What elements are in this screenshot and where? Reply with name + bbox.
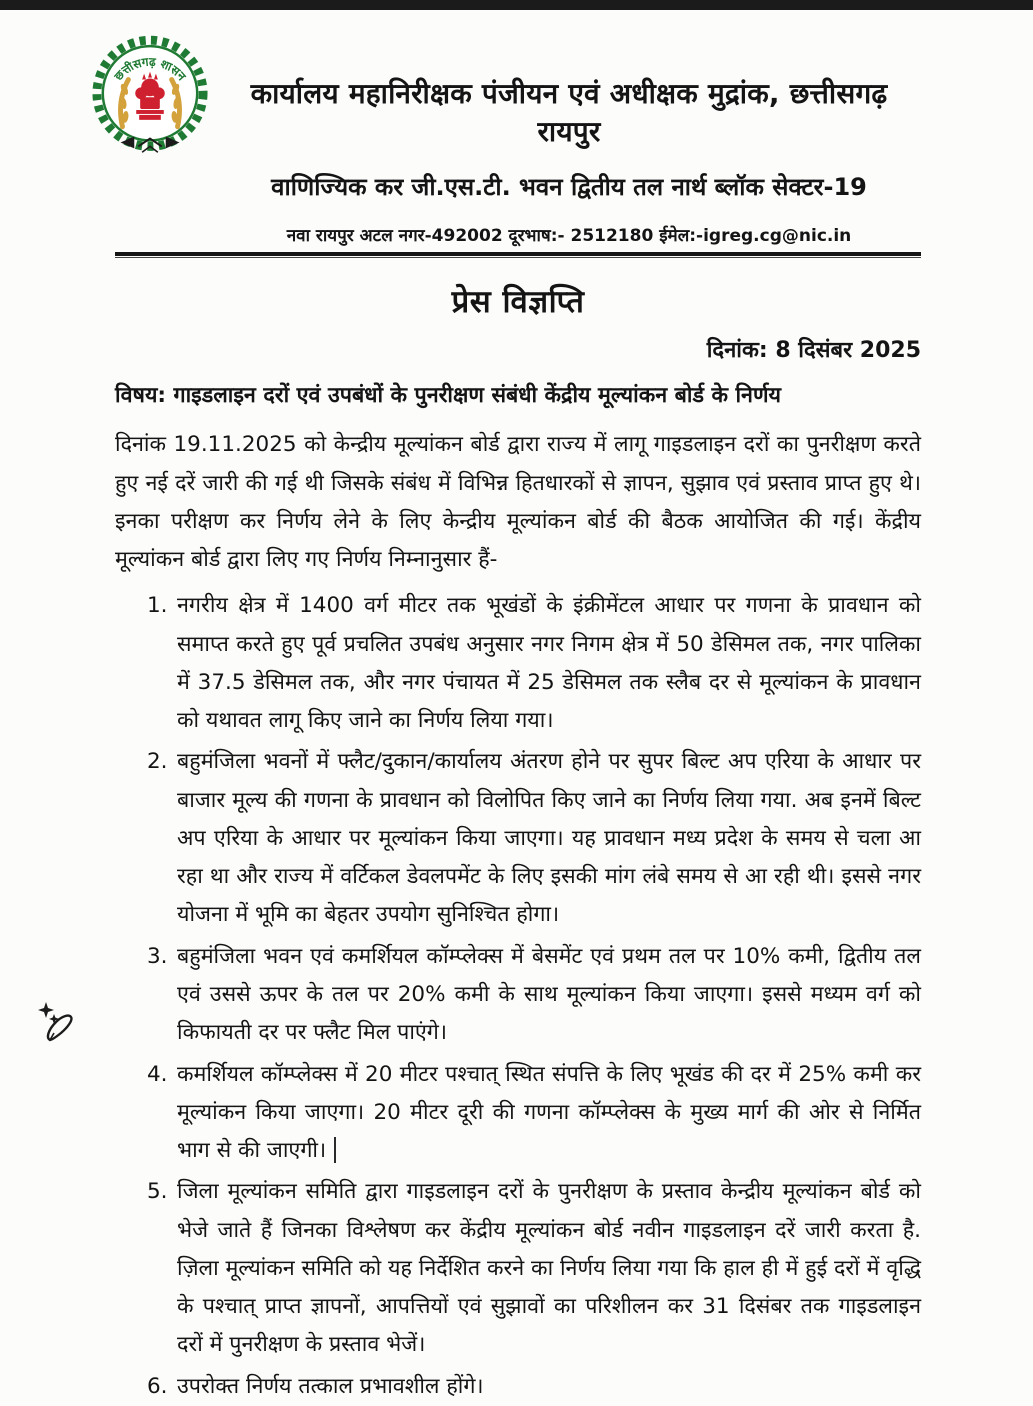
office-building-line: वाणिज्यिक कर जी.एस.टी. भवन द्वितीय तल नार्थ ब्लॉक सेक्टर-19 xyxy=(271,173,867,201)
list-item xyxy=(115,1368,921,1406)
press-release-page xyxy=(0,32,1033,1406)
list-item-text: बहुमंजिला भवनों में फ्लैट/दुकान/कार्यालय अंतरण होने पर सुपर बिल्ट अप एरिया के आधार पर बाजार मूल्य की गणना के प्रावधान को विलोपित किए जाने का निर्णय लिया गया. अब इनमें बिल्ट अप एरिया के आधार पर मूल्यांकन किया जाएगा। यह प्रावधान मध्य प्रदेश के समय से चला आ रहा था और राज्य में वर्टिकल डेवलपमेंट के लिए इसकी मांग लंबे समय से आ रही थी। इससे नगर योजना में भूमि का बेहतर उपयोग सुनिश्चित होगा। xyxy=(177,749,921,928)
letterhead-divider xyxy=(115,252,921,258)
text-cursor[interactable] xyxy=(334,1137,336,1163)
list-item-number: 1. xyxy=(147,593,168,619)
list-item-text: उपरोक्त निर्णय तत्काल प्रभावशील होंगे। xyxy=(177,1373,484,1399)
list-item-number: 2. xyxy=(147,749,168,775)
chhattisgarh-government-emblem-icon xyxy=(91,32,209,194)
date-line: दिनांक: 8 दिसंबर 2025 xyxy=(706,338,921,363)
subject-line: विषय: गाइडलाइन दरों एवं उपबंधों के पुनरीक्षण संबंधी केंद्रीय मूल्यांकन बोर्ड के निर्णय xyxy=(115,383,781,408)
list-item-number: 4. xyxy=(147,1061,168,1087)
list-item-text: कमर्शियल कॉम्प्लेक्स में 20 मीटर पश्चात् स्थित संपत्ति के लिए भूखंड की दर में 25% कमी कर मूल्यांकन किया जाएगा। 20 मीटर दूरी की गणना कॉम्प्लेक्स के मुख्य मार्ग की ओर से निर्मित भाग से की जाएगी। xyxy=(177,1061,921,1164)
list-item-number: 5. xyxy=(147,1179,168,1205)
list-item xyxy=(115,1173,921,1364)
list-item xyxy=(115,1056,921,1171)
list-item xyxy=(115,587,921,740)
letterhead-text xyxy=(209,32,921,246)
list-item-text: जिला मूल्यांकन समिति द्वारा गाइडलाइन दरों के पुनरीक्षण के प्रस्ताव केन्द्रीय मूल्यांकन बोर्ड को भेजे जाते हैं जिनका विश्लेषण कर केंद्रीय मूल्यांकन बोर्ड नवीन गाइडलाइन दरें जारी करता है. ज़िला मूल्यांकन समिति को यह निर्देशित करने का निर्णय लिया गया कि हाल ही में हुई दरों में वृद्धि के पश्चात् प्राप्त ज्ञापनों, आपत्तियों एवं सुझावों का परिशीलन कर 31 दिसंबर तक गाइडलाइन दरों में पुनरीक्षण के प्रस्ताव भेजें। xyxy=(177,1179,921,1358)
office-address-contact: नवा रायपुर अटल नगर-492002 दूरभाष:- 2512180 ईमेल:-igreg.cg@nic.in xyxy=(286,226,852,246)
list-item-number: 6. xyxy=(147,1373,168,1399)
office-name: कार्यालय महानिरीक्षक पंजीयन एवं अधीक्षक मुद्रांक, छत्तीसगढ़ रायपुर xyxy=(250,77,888,148)
emblem-ring-text: छत्तीसगढ़ शासन xyxy=(111,54,189,84)
intro-paragraph: दिनांक 19.11.2025 को केन्द्रीय मूल्यांकन बोर्ड द्वारा राज्य में लागू गाइडलाइन दरों का पुनरीक्षण करते हुए नई दरें जारी की गई थी जिसके संबंध में विभिन्न हितधारकों से ज्ञापन, सुझाव एवं प्रस्ताव प्राप्त हुए थे। इनका परीक्षण कर निर्णय लेने के लिए केन्द्रीय मूल्यांकन बोर्ड की बैठक आयोजित की गई। केंद्रीय मूल्यांकन बोर्ड द्वारा लिए गए निर्णय निम्नानुसार हैं- xyxy=(115,432,921,573)
decision-list xyxy=(115,587,921,1406)
letterhead xyxy=(111,32,921,246)
scan-top-edge xyxy=(0,0,1033,10)
list-item xyxy=(115,743,921,934)
list-item-text: बहुमंजिला भवन एवं कमर्शियल कॉम्प्लेक्स में बेसमेंट एवं प्रथम तल पर 10% कमी, द्वितीय तल एवं उससे ऊपर के तल पर 20% कमी के साथ मूल्यांकन किया जाएगा। इससे मध्यम वर्ग को किफायती दर पर फ्लैट मिल पाएंगे। xyxy=(177,943,921,1046)
page-title: प्रेस विज्ञप्ति xyxy=(451,284,585,320)
list-item-text: नगरीय क्षेत्र में 1400 वर्ग मीटर तक भूखंडों के इंक्रीमेंटल आधार पर गणना के प्रावधान को समाप्त करते हुए पूर्व प्रचलित उपबंध अनुसार नगर निगम क्षेत्र में 50 डेसिमल तक, नगर पालिका में 37.5 डेसिमल तक, और नगर पंचायत में 25 डेसिमल तक स्लैब दर से मूल्यांकन के प्रावधान को यथावत लागू किए जाने का निर्णय लिया गया। xyxy=(177,593,921,734)
sparkle-pen-icon[interactable] xyxy=(34,998,80,1048)
list-item-number: 3. xyxy=(147,943,168,969)
list-item xyxy=(115,938,921,1053)
